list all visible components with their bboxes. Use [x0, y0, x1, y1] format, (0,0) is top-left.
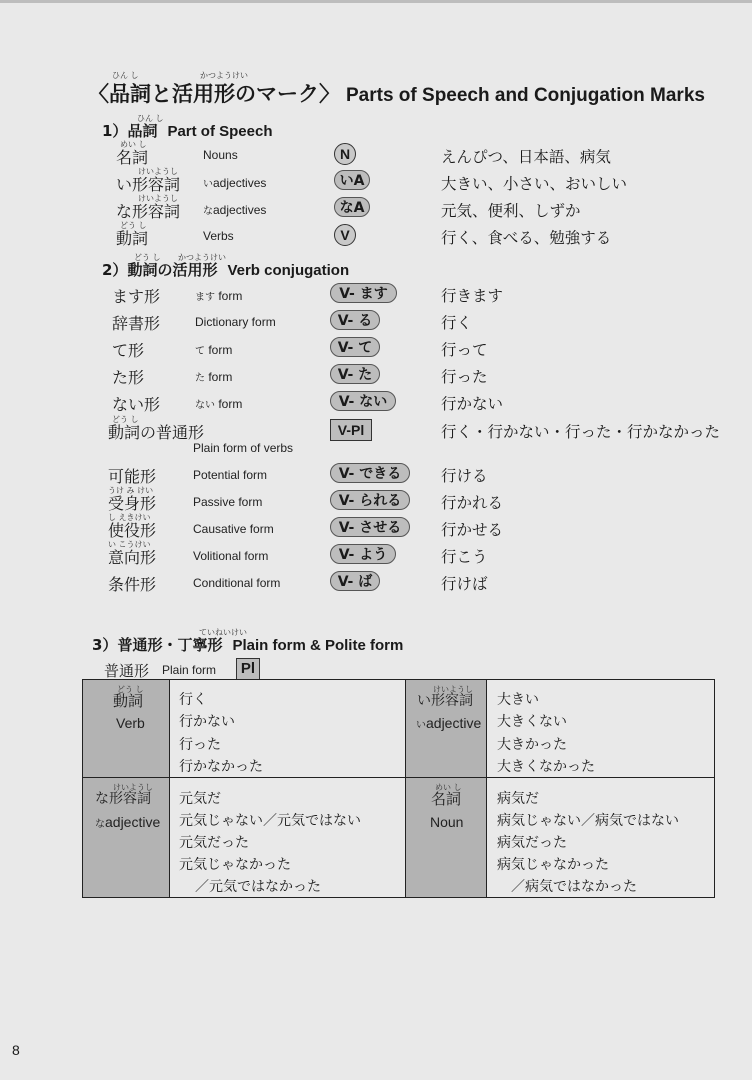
mark-v-dekiru: V- できる: [330, 463, 410, 483]
na-adj-form: ／元気ではなかった: [195, 879, 321, 895]
verb-form: 行った: [179, 737, 221, 753]
s2-row-en: て form: [195, 343, 233, 357]
i-adj-label-jp: い形容詞: [417, 693, 473, 709]
na-adj-form: 元気じゃない／元気ではない: [179, 813, 361, 829]
s3-sub-en: Plain form: [162, 663, 217, 677]
s3-heading-en: Plain form & Polite form: [232, 637, 404, 654]
s2-heading-ruby-doushi: どう し: [134, 253, 161, 262]
mark-verb: V: [334, 224, 356, 246]
s3-sub-jp: 普通形: [104, 662, 150, 680]
s2-row-en: た form: [195, 370, 233, 384]
noun-form: 病気だった: [497, 835, 567, 851]
na-adj-form: 元気だ: [179, 791, 221, 807]
s1-row-term: 動詞: [116, 229, 149, 248]
s2-heading-en: Verb conjugation: [227, 262, 350, 279]
s1-row-example: 行く、食べる、勉強する: [441, 229, 612, 247]
verb-form: 行く: [179, 692, 207, 708]
mark-v-you: V- よう: [330, 544, 396, 564]
noun-ruby: めい し: [435, 783, 462, 792]
s2-row-en: Plain form of verbs: [193, 441, 294, 455]
mark-na-adjective: なA: [334, 197, 370, 217]
s1-row-example: 元気、便利、しずか: [441, 202, 581, 220]
s1-heading-jp: 品詞: [127, 122, 158, 140]
na-adj-form: 元気じゃなかった: [179, 857, 291, 873]
s2-row-en: ない form: [195, 397, 243, 411]
noun-label-jp: 名詞: [431, 790, 462, 808]
s2-row-term: 可能形: [108, 467, 157, 486]
s2-row-example: 行く: [441, 314, 473, 332]
mark-v-rareru: V- られる: [330, 490, 410, 510]
s2-row-term: ます形: [112, 287, 161, 306]
plain-form-table: [82, 679, 715, 898]
mark-noun: N: [334, 143, 356, 165]
na-adj-form: 元気だった: [179, 835, 249, 851]
s2-row-en: Conditional form: [193, 576, 281, 590]
s1-row-ruby: めい し: [120, 140, 147, 149]
mark-v-masu: V- ます: [330, 283, 397, 303]
s2-row-ruby: い こうけい: [108, 540, 151, 549]
s2-row-en: Causative form: [193, 522, 274, 536]
mark-v-te: V- て: [330, 337, 380, 357]
s2-row-en: Passive form: [193, 495, 263, 509]
s2-heading: [102, 259, 349, 280]
s2-row-en: Dictionary form: [195, 315, 276, 329]
i-adj-form: 大きくない: [497, 714, 567, 730]
s2-row-example: 行かせる: [441, 521, 504, 539]
verb-form: 行かなかった: [179, 759, 263, 775]
row-divider: [170, 777, 405, 778]
na-adj-ruby: けいようし: [113, 783, 153, 792]
s1-row-en: なadjectives: [203, 203, 267, 217]
verb-label-jp: 動詞: [113, 692, 144, 710]
s2-heading-num: 2）: [102, 261, 128, 279]
s1-row-term: 名詞: [116, 148, 149, 167]
s3-heading-ruby: ていねいけい: [199, 628, 247, 637]
mark-v-ba: V- ば: [330, 571, 380, 591]
s1-row-ruby: どう し: [120, 221, 147, 230]
mark-v-nai: V- ない: [330, 391, 396, 411]
mark-v-plain: V-Pl: [330, 419, 372, 441]
s1-row-term: な形容詞: [116, 202, 181, 221]
s3-heading-num: 3）: [92, 636, 118, 654]
s1-row-en: Verbs: [203, 229, 234, 243]
row-divider: [487, 777, 714, 778]
s2-row-example: 行けば: [441, 575, 488, 593]
s2-row-term: ない形: [112, 395, 161, 414]
s2-row-term: た形: [112, 368, 145, 387]
i-adj-form: 大きい: [497, 692, 539, 708]
i-adj-ruby: けいようし: [433, 685, 473, 694]
mark-v-saseru: V- させる: [330, 517, 410, 537]
s2-row-example: 行く・行かない・行った・行かなかった: [441, 423, 721, 441]
na-adj-label-en: なadjective: [95, 814, 161, 830]
verb-form: 行かない: [179, 714, 235, 730]
mark-v-ta: V- た: [330, 364, 380, 384]
s2-row-example: 行こう: [441, 548, 488, 566]
page-number: 8: [12, 1042, 20, 1058]
noun-form: ／病気ではなかった: [511, 879, 637, 895]
s3-heading: [92, 634, 403, 655]
s1-row-en: いadjectives: [203, 176, 267, 190]
s1-row-ruby: けいようし: [138, 167, 178, 176]
s1-heading-en: Part of Speech: [167, 123, 273, 140]
s1-row-ruby: けいようし: [138, 194, 178, 203]
s2-row-term: 意向形: [108, 548, 157, 567]
s2-row-term: 使役形: [108, 521, 157, 540]
s2-heading-ruby-katsuyoukei: かつようけい: [178, 253, 226, 262]
verb-label-en: Verb: [116, 715, 145, 731]
title-jp: 品詞と活用形のマーク: [109, 82, 319, 106]
s2-row-en: Volitional form: [193, 549, 269, 563]
s2-row-en: ます form: [195, 289, 243, 303]
s2-row-term: 受身形: [108, 494, 157, 513]
s1-row-en: Nouns: [203, 148, 238, 162]
noun-form: 病気じゃなかった: [497, 857, 609, 873]
s2-row-en: Potential form: [193, 468, 268, 482]
title-ruby-katsuyoukei: かつようけい: [200, 71, 248, 80]
s1-heading: [102, 120, 272, 141]
i-adj-label-en: いadjective: [416, 715, 482, 731]
noun-form: 病気だ: [497, 791, 539, 807]
s2-row-term: 条件形: [108, 575, 157, 594]
verb-ruby: どう し: [117, 685, 144, 694]
noun-form: 病気じゃない／病気ではない: [497, 813, 679, 829]
s2-row-ruby: し えきけい: [108, 513, 151, 522]
noun-label-en: Noun: [430, 814, 464, 830]
s2-row-ruby: うけ み けい: [108, 486, 154, 495]
mark-v-ru: V- る: [330, 310, 380, 330]
i-adj-form: 大きかった: [497, 737, 567, 753]
mark-plain: Pl: [236, 658, 260, 680]
s2-row-term: 辞書形: [112, 314, 161, 333]
s2-row-example: 行きます: [441, 287, 504, 305]
s1-row-example: 大きい、小さい、おいしい: [441, 175, 628, 193]
s1-row-example: えんぴつ、日本語、病気: [441, 148, 611, 166]
s2-row-example: 行った: [441, 368, 488, 386]
title-en: Parts of Speech and Conjugation Marks: [346, 85, 705, 106]
title-ruby-hinshi: ひん し: [112, 71, 139, 80]
s1-heading-num: 1）: [102, 122, 128, 140]
s1-heading-ruby: ひん し: [137, 114, 164, 123]
page-title: [88, 78, 705, 108]
s2-row-example: 行って: [441, 341, 488, 359]
s2-row-term: 動詞の普通形: [108, 423, 205, 442]
s2-row-example: 行かない: [441, 395, 504, 413]
s2-heading-jp: 動詞の活用形: [127, 261, 218, 279]
s2-row-ruby: どう し: [112, 415, 139, 424]
s2-row-example: 行かれる: [441, 494, 504, 512]
s2-row-term: て形: [112, 341, 145, 360]
na-adj-label-jp: な形容詞: [95, 791, 151, 807]
s1-row-term: い形容詞: [116, 175, 181, 194]
page-top-edge: [0, 0, 752, 3]
title-open-bracket: 〈: [88, 82, 109, 106]
title-close-bracket: 〉: [319, 82, 340, 106]
s2-row-example: 行ける: [441, 467, 488, 485]
s3-heading-jp: 普通形・丁寧形: [117, 636, 223, 654]
mark-i-adjective: いA: [334, 170, 370, 190]
i-adj-form: 大きくなかった: [497, 759, 595, 775]
